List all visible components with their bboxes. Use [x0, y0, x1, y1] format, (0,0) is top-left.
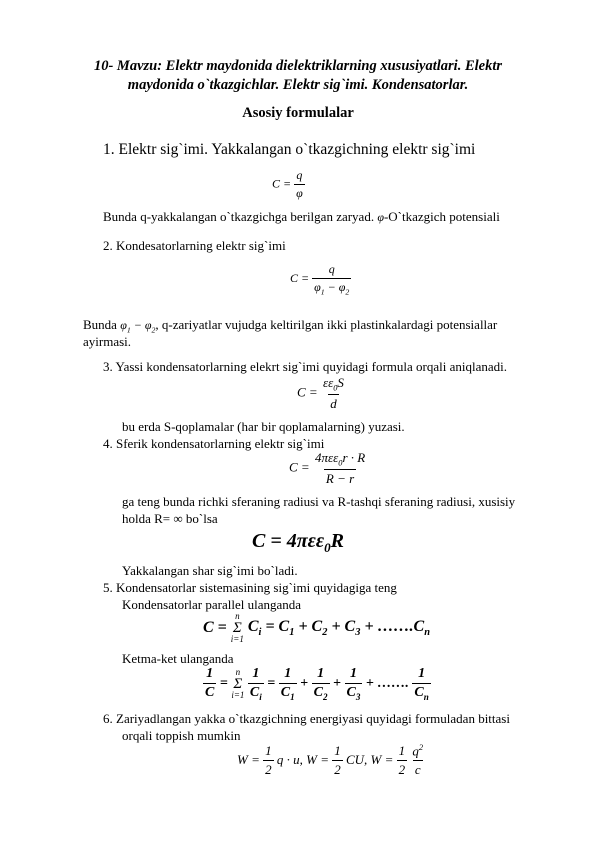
formula-capacitor: C = $\frac{q}{\varphi_1 - \varphi_2}$	[290, 262, 350, 297]
formula-plane-capacitor: C = $\frac{\varepsilon\varepsilon_0S}{d}$	[297, 375, 344, 411]
item-3-heading: 3. Yassi kondensatorlarning elekrt sig`imi quyidagi formula orqali aniqlanadi.	[103, 359, 508, 374]
formula-parallel-capacitance: C = n Σ i=1 $C_i = C_1 + C_2 + C_3$ + $\dots\dots.C_n$	[203, 611, 431, 644]
section-subtitle: Asosiy formulalar	[242, 105, 354, 121]
item-3-note: bu erda S-qoplamalar (har bir qoplamalarning) yuzasi.	[122, 419, 405, 434]
formula-spherical-capacitor: C = $\frac{4\pi\varepsilon\varepsilon_0r \cdot R}{R - r}$	[289, 450, 366, 486]
item-4-note: ga teng bunda richki sferaning radiusi va R-tashqi sferaning radiusi, xusisiy	[122, 494, 516, 509]
formula-series-capacitance: $\frac{1}{C}$ = n Σ i=1 $\frac{1}{C_i}$ = $\frac{1}{C_1}$ + $\frac{1}{C_2}$ + $\frac{1}{C_3}$ + ……. $\frac{1}{C_n}$	[205, 666, 429, 702]
item-6-heading: 6. Zariyadlangan yakka o`tkazgichning energiyasi quyidagi formuladan bittasi	[103, 711, 510, 726]
item-1-heading: 1. Elektr sig`imi. Yakkalangan o`tkazgichning elektr sig`imi	[103, 141, 476, 158]
item-2-note-cont: ayirmasi.	[83, 334, 132, 349]
item-2-note: Bunda $\varphi_1 - \varphi_2$, q-zariyatlar vujudga keltirilgan ikki plastinkalardagi potensiallar	[83, 317, 498, 335]
item-4-note-cont: holda R= ∞ bo`lsa	[122, 511, 218, 526]
formula-capacitance-single: C = $\frac{q}{\varphi}$	[272, 168, 303, 200]
item-5-series-label: Ketma-ket ulanganda	[122, 651, 234, 666]
formula-energy: W = $\frac{1}{2}$ q · u, W = $\frac{1}{2}$ CU, W = $\frac{1}{2}$ $\frac{q^2}{c}$	[237, 742, 424, 778]
item-5-heading: 5. Kondensatorlar sistemasining sig`imi quyidagiga teng	[103, 580, 397, 595]
page-title: 10- Mavzu: Elektr maydonida dielektriklarning xususiyatlari. Elektr maydonida o`tkazgichlar. Elektr sig`imi. Kondensatorlar.	[93, 58, 503, 93]
item-4-heading: 4. Sferik kondensatorlarning elektr sig`imi	[103, 436, 325, 451]
potential-difference-symbol: $\varphi_1 - \varphi_2$	[120, 318, 156, 335]
formula-sphere-capacitance: C = 4πεε$_0$R	[252, 530, 344, 555]
item-1-note: Bunda q-yakkalangan o`tkazgichga berilgan zaryad. φ-O`tkazgich potensiali	[103, 209, 500, 224]
item-5-parallel-label: Kondensatorlar parallel ulanganda	[122, 597, 302, 612]
item-4-conclusion: Yakkalangan shar sig`imi bo`ladi.	[122, 563, 298, 578]
item-6-heading-cont: orqali toppish mumkin	[122, 728, 241, 743]
item-2-heading: 2. Kondesatorlarning elektr sig`imi	[103, 238, 286, 253]
